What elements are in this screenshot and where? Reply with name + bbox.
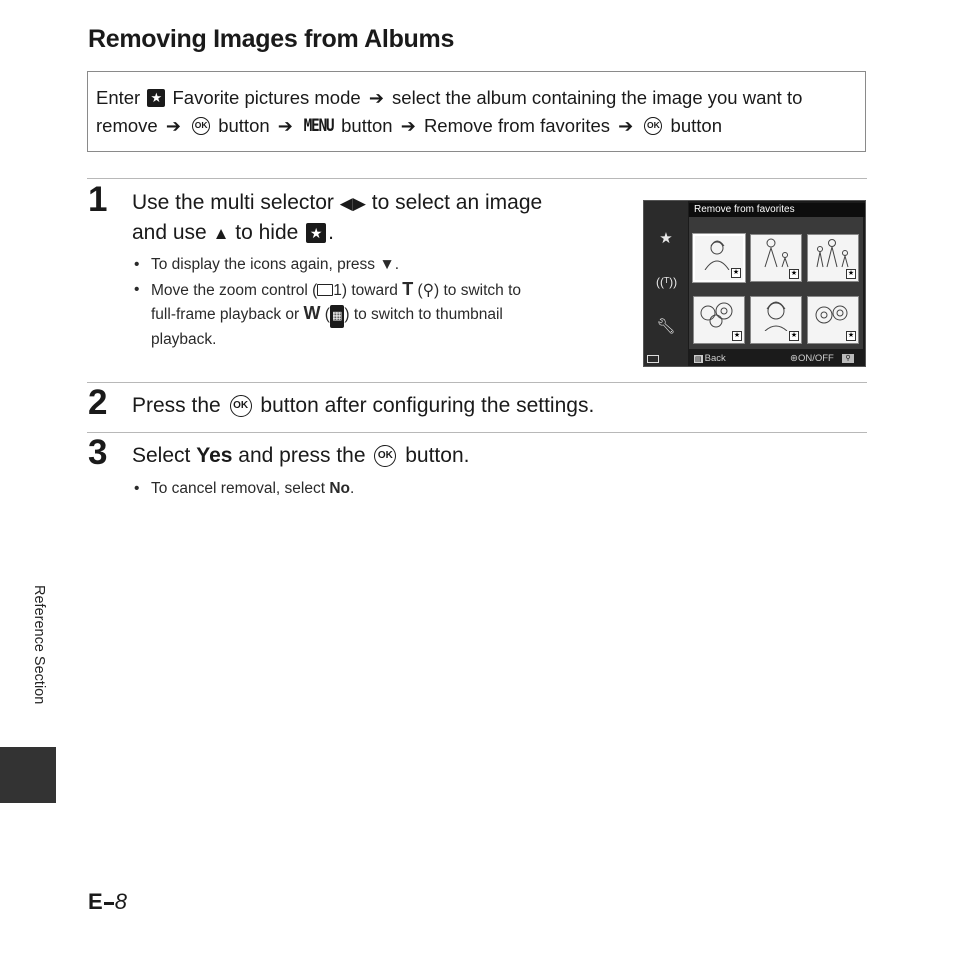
camera-screen-illustration [643,200,866,367]
step-3-text-c: button. [405,444,470,467]
bullet-text: full-frame playback or [151,306,300,323]
onoff-label: ON/OFF [797,353,834,364]
step-divider [87,432,867,433]
step-1-bullet-2: • Move the zoom control ( 1) toward T (⚲) to switch to full-frame playback or W ( ▦ ) to switch to thumbnail playback. [134,279,522,348]
bullet-text: ) to switch to [434,282,522,299]
favorite-star-icon: ★ [847,332,855,339]
favorite-star-icon: ★ [790,332,798,339]
screen-side-menu [644,201,688,367]
ok-button-icon: OK [230,395,252,417]
back-hint [694,353,726,364]
nav-button-text: button [218,115,270,137]
step-3-instruction [132,441,832,470]
bullet-dot: • [134,480,140,497]
step-1-bullet-1 [134,253,621,276]
nav-button-text-3: button [670,115,722,137]
bullet-text-end: . [394,256,399,273]
thumbnail-flowers-2[interactable] [807,296,859,344]
nav-enter-text: Enter [96,87,141,109]
favorite-star-icon: ★ [659,230,673,247]
reference-section-icon: E [88,889,103,914]
thumbnail-family[interactable] [807,234,859,282]
arrow-right-icon: ➔ [618,115,634,136]
bullet-text-end: . [350,480,355,497]
step-1-number: 1 [88,180,108,219]
navigation-path-box [87,71,866,152]
step-1-text-c: and use [132,221,207,244]
step-1-instruction [132,188,622,248]
step-2-text-a: Press the [132,394,221,417]
bullet-text: 1) toward [333,282,398,299]
side-tab-marker [0,747,56,803]
zoom-tele-label: T [402,279,414,299]
bullet-text: ) to switch to thumbnail [344,306,503,323]
onoff-hint [790,353,834,364]
favorite-star-icon: ★ [790,270,798,277]
book-reference-icon [317,284,333,296]
bullet-no: No [329,480,351,497]
page-title: Removing Images from Albums [88,25,455,53]
step-1-text-e: . [328,221,334,244]
menu-key-icon: ▤ [695,356,702,363]
navigation-path-line-1 [96,86,802,109]
battery-icon [647,355,659,363]
nav-remove-favorites-text: Remove from favorites [423,115,611,137]
step-1-text-a: Use the multi selector [132,191,334,214]
step-2-number: 2 [88,383,108,422]
bullet-text: To display the icons again, press [151,256,376,273]
wrench-icon: 🔧︎ [656,318,676,335]
nav-select-text: select the album containing the image you want to [392,87,803,109]
thumbnail-portrait[interactable] [693,234,745,282]
step-3-text-a: Select [132,444,191,467]
wifi-icon: ((ᵀ)) [656,275,678,289]
zoom-wide-label: W [303,303,321,323]
arrow-right-icon: ➔ [277,115,293,136]
side-tab-text: Reference Section [31,585,47,705]
bullet-dot: • [134,256,140,273]
step-3-text-b: and press the [238,444,366,467]
favorite-star-icon: ★ [733,332,741,339]
ok-button-icon: OK [374,445,396,467]
step-1-text-b: to select an image [371,191,543,214]
arrow-right-icon: ➔ [165,115,181,136]
screen-footer [644,351,866,367]
thumbnail-portrait-2[interactable] [750,296,802,344]
navigation-path-line-2 [96,114,722,137]
nav-button-text-2: button [341,115,393,137]
bullet-dot: • [134,281,140,298]
bullet-text: Move the zoom control ( [151,282,318,299]
step-1-text-d: to hide [235,221,299,244]
ok-button-icon: OK [644,117,662,135]
triangle-up-icon: ▲ [212,224,230,243]
ok-button-icon: ⊛ [790,353,798,364]
nav-remove-text: remove [96,115,158,137]
favorite-star-icon: ★ [847,270,855,277]
thumbnail-person-child[interactable] [750,234,802,282]
step-3-number: 3 [88,433,108,472]
bullet-text: To cancel removal, select [151,480,326,497]
step-2-instruction [132,391,832,420]
triangle-down-icon: ▼ [379,256,395,273]
step-divider [87,178,867,179]
favorite-star-icon: ★ [306,223,326,243]
thumbnail-panel [689,217,863,349]
back-label: Back [704,353,726,364]
page-number [88,889,127,915]
multi-selector-left-right-icon: ◀▶ [339,194,366,213]
step-divider [87,382,867,383]
arrow-right-icon: ➔ [400,115,416,136]
bullet-text: playback. [151,331,217,348]
nav-mode-text: Favorite pictures mode [172,87,361,109]
side-tab-label [31,585,47,735]
reference-section-icon-dash [104,902,114,905]
thumbnail-flowers[interactable] [693,296,745,344]
screen-header: Remove from favorites [689,203,865,217]
favorite-star-icon: ★ [147,89,165,107]
zoom-magnifier-icon: ⚲ [842,354,854,363]
step-3-yes: Yes [196,444,233,467]
step-3-bullet [134,477,621,500]
arrow-right-icon: ➔ [368,87,384,108]
menu-button-icon: MENU [303,116,334,137]
step-2-text-b: button after configuring the settings. [260,394,595,417]
zoom-magnifier-icon: ⚲ [422,282,435,299]
page-number-value: 8 [114,889,127,914]
ok-button-icon: OK [192,117,210,135]
favorite-star-icon: ★ [732,269,740,276]
thumbnail-grid-icon: ▦ [330,305,344,328]
